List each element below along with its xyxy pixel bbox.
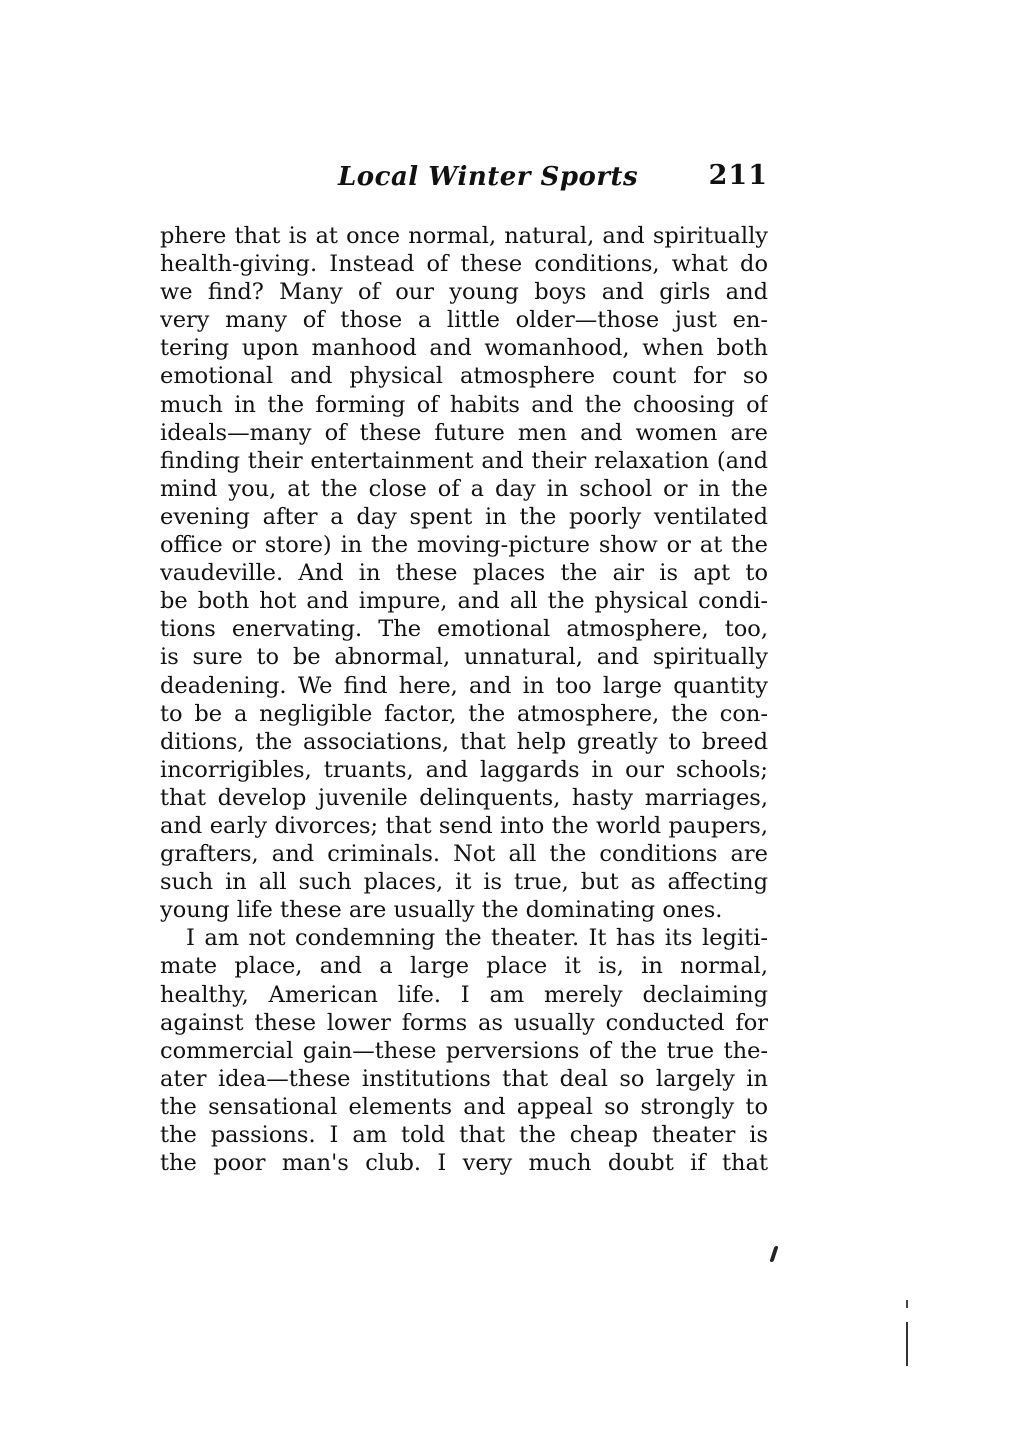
text-line: very many of those a little older—those just en-	[160, 307, 768, 334]
text-line: grafters, and criminals. Not all the conditions are	[160, 841, 768, 868]
body-text	[160, 222, 768, 1177]
paragraph-start-line: I am not condemning the theater. It has its legiti-	[186, 925, 768, 952]
text-line: emotional and physical atmosphere count for so	[160, 363, 768, 390]
text-line: healthy, American life. I am merely declaiming	[160, 981, 768, 1008]
text-line: tions enervating. The emotional atmosphere, too,	[160, 616, 768, 643]
page-number: 211	[708, 160, 768, 191]
text-line: that develop juvenile delinquents, hasty marriages,	[160, 784, 768, 811]
text-line: against these lower forms as usually conducted for	[160, 1009, 768, 1036]
text-line: evening after a day spent in the poorly ventilated	[160, 503, 768, 530]
ink-mark	[769, 1246, 778, 1262]
text-line: office or store) in the moving-picture show or at the	[160, 532, 768, 559]
paragraph-end-line: young life these are usually the dominating ones.	[160, 897, 723, 924]
running-title: Local Winter Sports	[338, 162, 639, 192]
text-line: ditions, the associations, that help greatly to breed	[160, 728, 768, 755]
text-line: commercial gain—these perversions of the true the-	[160, 1037, 768, 1064]
scan-artifact-bar	[906, 1322, 908, 1366]
text-line: much in the forming of habits and the choosing of	[160, 391, 768, 418]
text-line: mate place, and a large place it is, in normal,	[160, 953, 768, 980]
text-line: the passions. I am told that the cheap theater is	[160, 1122, 768, 1148]
text-line: such in all such places, it is true, but as affecting	[160, 869, 768, 896]
text-line: the poor man's club. I very much doubt if that	[160, 1150, 768, 1177]
text-line: be both hot and impure, and all the physical condi-	[160, 588, 768, 615]
text-line: and early divorces; that send into the world paupers,	[160, 812, 768, 839]
text-line: ideals—many of these future men and women are	[160, 419, 768, 446]
text-line: incorrigibles, truants, and laggards in our schools;	[160, 756, 768, 783]
text-line: health-giving. Instead of these conditions, what do	[160, 251, 768, 278]
text-line: we find? Many of our young boys and girls and	[160, 279, 768, 306]
text-line: ater idea—these institutions that deal so largely in	[160, 1065, 768, 1092]
text-line: to be a negligible factor, the atmosphere, the con-	[160, 700, 768, 727]
page-header	[160, 160, 768, 200]
text-line: phere that is at once normal, natural, and spiritually	[160, 223, 768, 249]
text-line: finding their entertainment and their relaxation (and	[160, 447, 768, 474]
text-line: is sure to be abnormal, unnatural, and spiritually	[160, 644, 768, 671]
text-line: the sensational elements and appeal so strongly to	[160, 1093, 768, 1120]
text-line: mind you, at the close of a day in school or in the	[160, 475, 768, 502]
scan-artifact-tick	[906, 1300, 908, 1308]
text-line: tering upon manhood and womanhood, when both	[160, 335, 768, 362]
text-line: deadening. We find here, and in too large quantity	[160, 672, 768, 699]
text-line: vaudeville. And in these places the air is apt to	[160, 560, 768, 587]
